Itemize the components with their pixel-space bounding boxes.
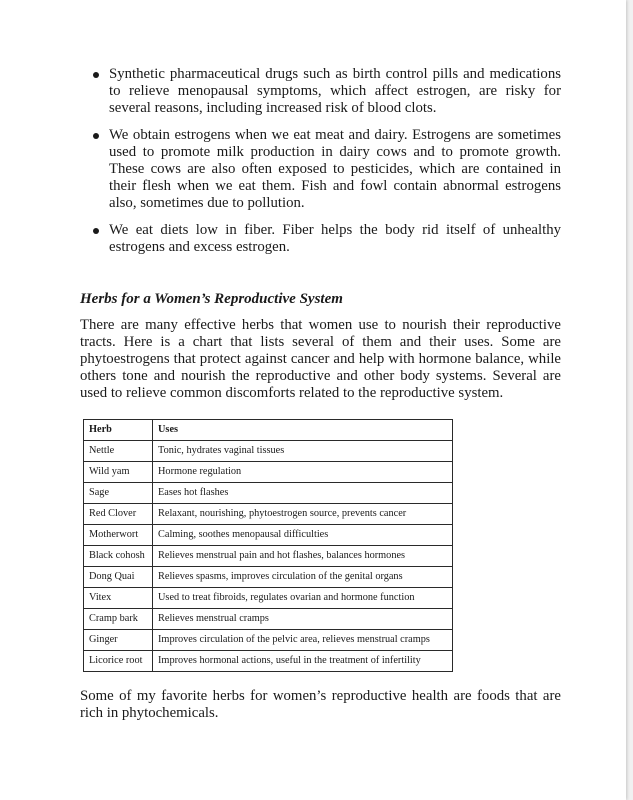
column-header-herb: Herb	[84, 420, 153, 441]
bullet-dot-icon	[93, 228, 99, 234]
uses-cell: Used to treat fibroids, regulates ovarian and hormone function	[153, 588, 453, 609]
section-heading: Herbs for a Women’s Reproductive System	[80, 291, 343, 307]
bullet-item	[80, 222, 561, 256]
table-row	[84, 651, 453, 672]
bullet-dot-icon	[93, 72, 99, 78]
table-row	[84, 525, 453, 546]
uses-cell: Improves hormonal actions, useful in the treatment of infertility	[153, 651, 453, 672]
uses-cell: Hormone regulation	[153, 462, 453, 483]
uses-cell: Relieves menstrual pain and hot flashes, balances hormones	[153, 546, 453, 567]
herb-cell: Ginger	[84, 630, 153, 651]
herb-cell: Cramp bark	[84, 609, 153, 630]
herb-cell: Dong Quai	[84, 567, 153, 588]
uses-cell: Tonic, hydrates vaginal tissues	[153, 441, 453, 462]
uses-cell: Improves circulation of the pelvic area, relieves menstrual cramps	[153, 630, 453, 651]
column-header-uses: Uses	[153, 420, 453, 441]
table-header-row	[84, 420, 453, 441]
table-row	[84, 609, 453, 630]
bullet-dot-icon	[93, 133, 99, 139]
uses-cell: Relieves spasms, improves circulation of the genital organs	[153, 567, 453, 588]
uses-cell: Calming, soothes menopausal difficulties	[153, 525, 453, 546]
table-row	[84, 504, 453, 525]
table-row	[84, 546, 453, 567]
herbs-table	[83, 419, 453, 672]
table-row	[84, 462, 453, 483]
table-row	[84, 441, 453, 462]
uses-cell: Eases hot flashes	[153, 483, 453, 504]
bullet-text: Synthetic pharmaceutical drugs such as birth control pills and medications to relieve menopausal symptoms, which affect estrogen, are risky for several reasons, including increased risk of blood clots.	[109, 66, 561, 116]
herb-cell: Licorice root	[84, 651, 153, 672]
table-row	[84, 567, 453, 588]
herb-cell: Vitex	[84, 588, 153, 609]
intro-paragraph: There are many effective herbs that women use to nourish their reproductive tracts. Here is a chart that lists several of them and their uses. Some are phytoestrogens that protect against cancer and help with hormone balance, while others tone and nourish the reproductive and other body systems. Several are used to relieve common discomforts related to the reproductive system.	[80, 317, 561, 401]
herb-cell: Nettle	[84, 441, 153, 462]
table-row	[84, 588, 453, 609]
bullet-item	[80, 127, 561, 212]
table-row	[84, 630, 453, 651]
herb-cell: Wild yam	[84, 462, 153, 483]
uses-cell: Relieves menstrual cramps	[153, 609, 453, 630]
closing-paragraph: Some of my favorite herbs for women’s reproductive health are foods that are rich in phytochemicals.	[80, 688, 561, 721]
bullet-list	[80, 66, 561, 256]
bullet-item	[80, 66, 561, 117]
bullet-text: We obtain estrogens when we eat meat and dairy. Estrogens are sometimes used to promote milk production in dairy cows and to promote growth. These cows are also often exposed to pesticides, which are contained in their flesh when we eat them. Fish and fowl contain abnormal estrogens also, sometimes due to pollution.	[109, 127, 561, 211]
herb-cell: Motherwort	[84, 525, 153, 546]
herb-cell: Black cohosh	[84, 546, 153, 567]
herb-cell: Red Clover	[84, 504, 153, 525]
table-row	[84, 483, 453, 504]
page-content	[80, 66, 561, 722]
uses-cell: Relaxant, nourishing, phytoestrogen source, prevents cancer	[153, 504, 453, 525]
herb-cell: Sage	[84, 483, 153, 504]
bullet-text: We eat diets low in fiber. Fiber helps the body rid itself of unhealthy estrogens and excess estrogen.	[109, 222, 561, 255]
